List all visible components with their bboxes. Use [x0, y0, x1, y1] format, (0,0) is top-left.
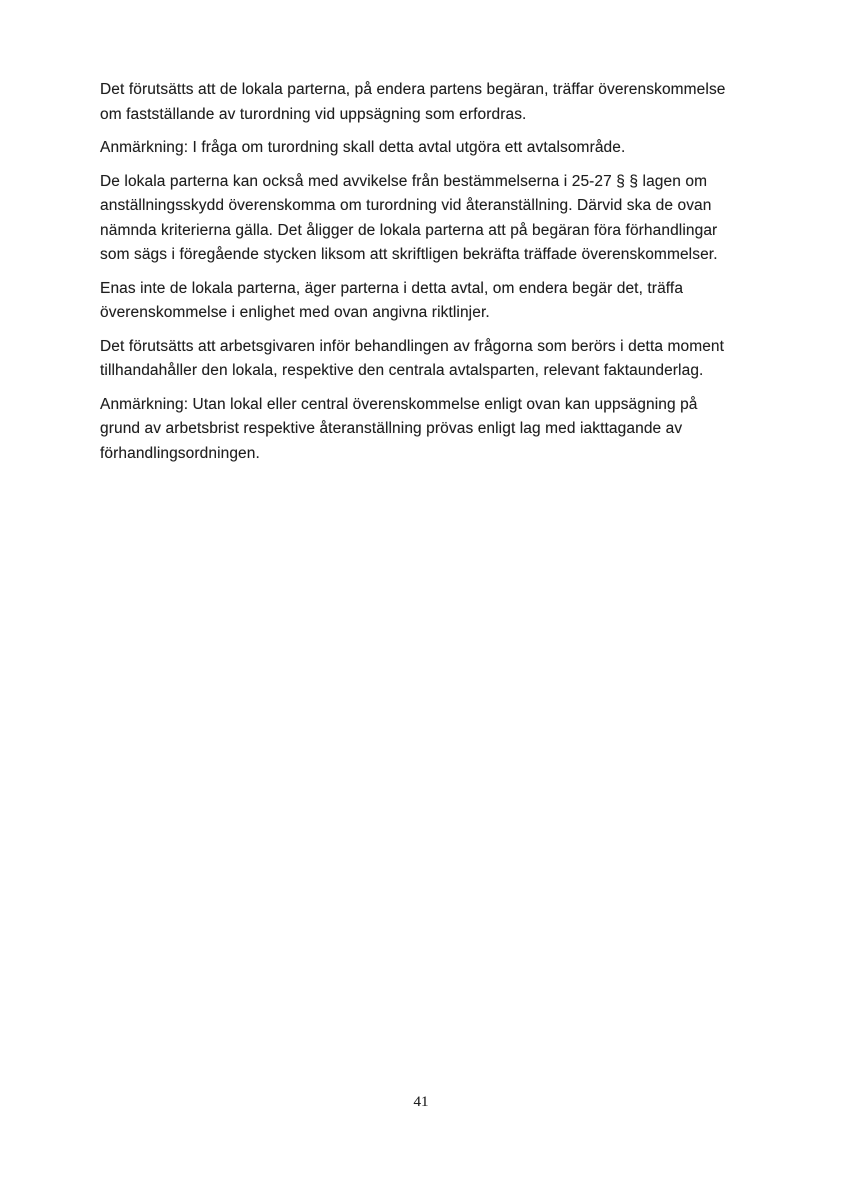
paragraph-det-forutsatts-arbetsgivaren: Det förutsätts att arbetsgivaren inför behandlingen av frågorna som berörs i detta moment tillhandahåller den lokala, respektive den centrala avtalsparten, relevant faktaunderlag. — [100, 337, 725, 379]
document-body — [100, 78, 742, 475]
paragraph-anmarkning-utan-lokal: Anmärkning: Utan lokal eller central överenskommelse enligt ovan kan uppsägning på grund av arbetsbrist respektive återanställning prövas enligt lag med iakttagande av förhandlingsordningen. — [100, 395, 698, 462]
paragraph-enas-inte-lokala-parterna: Enas inte de lokala parterna, äger parterna i detta avtal, om endera begär det, träffa överenskommelse i enlighet med ovan angivna riktlinjer. — [100, 279, 684, 321]
page-number: 41 — [413, 1094, 429, 1110]
page-footer — [0, 1093, 842, 1111]
paragraph-det-forutsatts-lokala-parterna: Det förutsätts att de lokala parterna, på endera partens begäran, träffar överenskommelse om fastställande av turordning vid uppsägning som erfordras. — [100, 81, 726, 123]
paragraph-de-lokala-parterna-avvikelse: De lokala parterna kan också med avvikelse från bestämmelserna i 25-27 § § lagen om anställningsskydd överenskomma om turordning vid återanställning. Därvid ska de ovan nämnda kriterierna gälla. Det åligger de lokala parterna att på begäran föra förhandlingar som sägs i föregående stycken liksom att skriftligen bekräfta träffade överenskommelser. — [100, 172, 718, 263]
paragraph-anmarkning-turordning: Anmärkning: I fråga om turordning skall detta avtal utgöra ett avtalsområde. — [100, 139, 626, 156]
